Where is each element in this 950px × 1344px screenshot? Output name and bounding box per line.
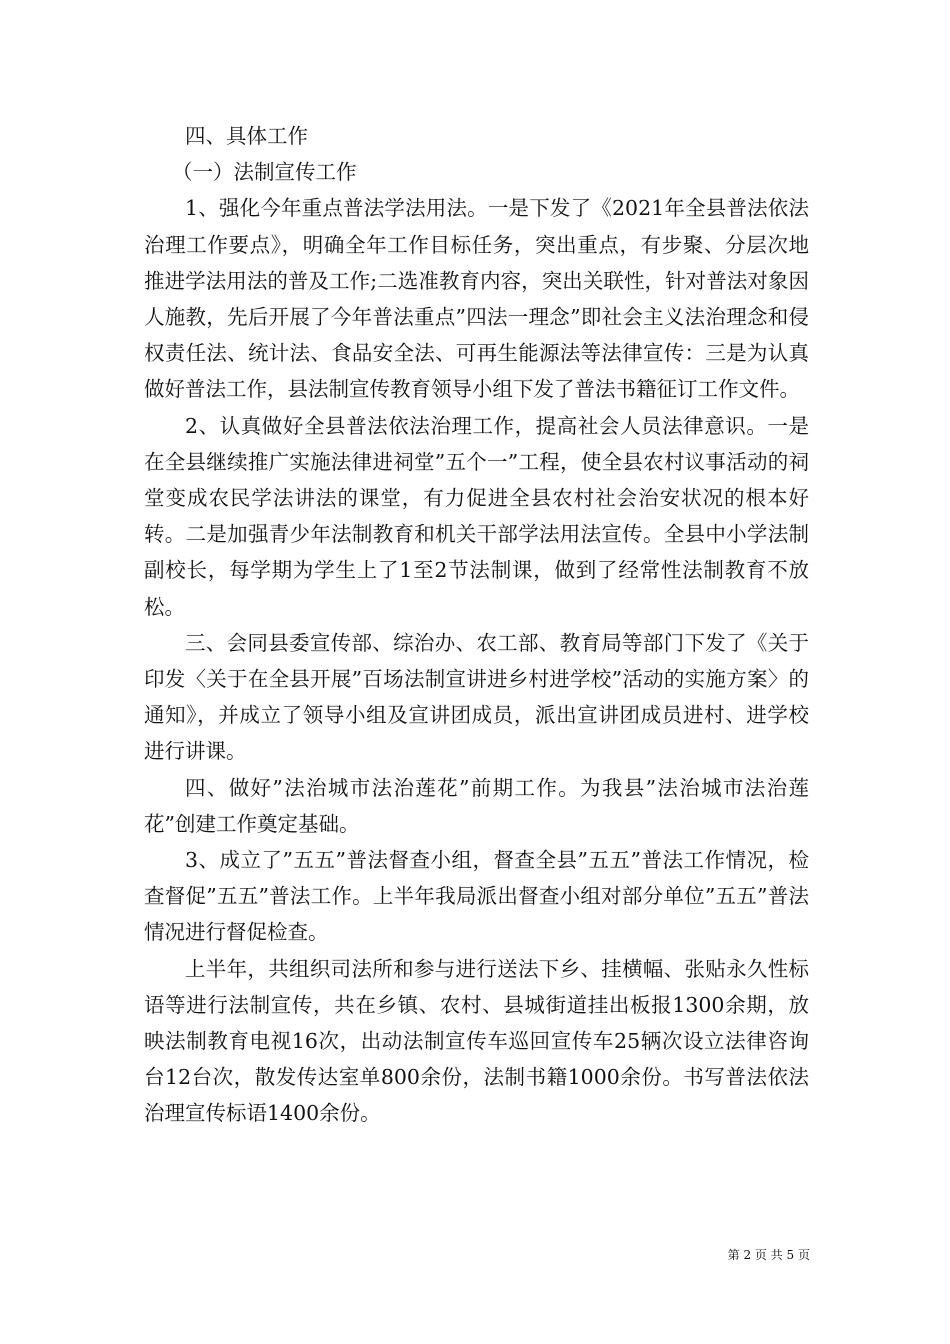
paragraph-1: 1、强化今年重点普法学法用法。一是下发了《2021年全县普法依法治理工作要点》，明确全年工作目标任务，突出重点，有步聚、分层次地推进学法用法的普及工作;二选准教育内容，突出关联性，针对普法对象因人施教，先后开展了今年普法重点”四法一理念”即社会主义法治理念和侵权责任法、统计法、食品安全法、可再生能源法等法律宣传：三是为认真做好普法工作，县法制宣传教育领导小组下发了普法书籍征订工作文件。: [144, 196, 809, 402]
paragraph-4: 四、做好”法治城市法治莲花”前期工作。为我县”法治城市法治莲花”创建工作奠定基础。: [144, 775, 809, 836]
section-heading: 四、具体工作: [185, 124, 308, 148]
paragraph-6: 上半年，共组织司法所和参与进行送法下乡、挂横幅、张贴永久性标语等进行法制宣传，共在乡镇、农村、县城街道挂出板报1300余期，放映法制教育电视16次，出动法制宣传车巡回宣传车25辆次设立法律咨询台12台次，散发传达室单800余份，法制书籍1000余份。书写普法依法治理宣传标语1400余份。: [144, 956, 809, 1126]
paragraph-2: 2、认真做好全县普法依法治理工作，提高社会人员法律意识。一是在全县继续推广实施法律进祠堂”五个一”工程，使全县农村议事活动的祠堂变成农民学法讲法的课堂，有力促进全县农村社会治安状况的根本好转。二是加强青少年法制教育和机关干部学法用法宣传。全县中小学法制副校长，每学期为学生上了1至2节法制课，做到了经常性法制教育不放松。: [144, 413, 809, 619]
subsection-heading: （一）法制宣传工作: [172, 160, 357, 185]
document-body: [144, 118, 809, 1132]
paragraph-3: 三、会同县委宣传部、综治办、农工部、教育局等部门下发了《关于印发〈关于在全县开展”百场法制宣讲进乡村进学校”活动的实施方案〉的通知》，并成立了领导小组及宣讲团成员，派出宣讲团成员进村、进学校进行讲课。: [144, 630, 809, 764]
paragraph-5: 3、成立了”五五”普法督查小组，督查全县”五五”普法工作情况，检查督促”五五”普法工作。上半年我局派出督查小组对部分单位”五五”普法情况进行督促检查。: [144, 848, 809, 945]
page-number: 第 2 页 共 5 页: [727, 1248, 810, 1262]
